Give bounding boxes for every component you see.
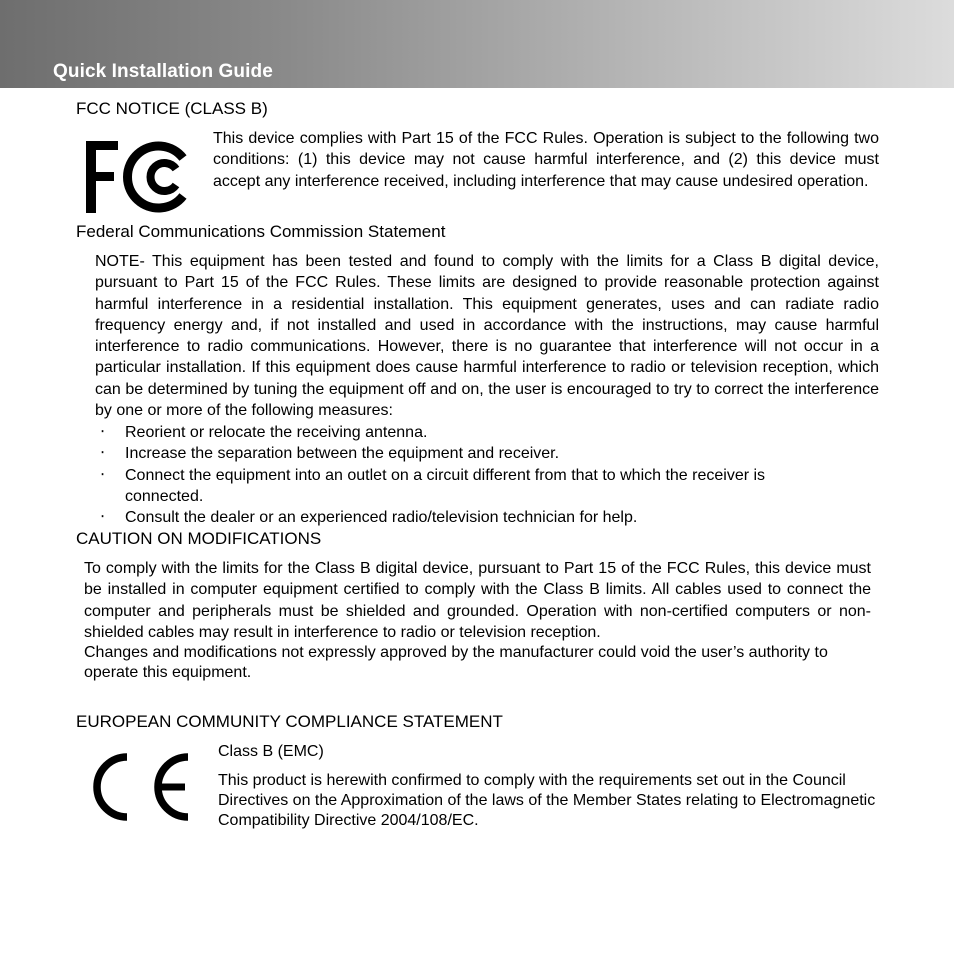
bullet-icon: ‧ [100, 466, 106, 484]
list-item [95, 443, 879, 464]
fcc-notice-text: This device complies with Part 15 of the FCC Rules. Operation is subject to the following two conditions: (1) this device may not cause harmful interference, and (2) this device must accept any interference received, including interference that may cause undesired operation. [213, 130, 879, 190]
fcc-notice-heading: FCC NOTICE (CLASS B) [76, 99, 268, 118]
eu-compliance-text: This product is herewith confirmed to comply with the requirements set out in the Council Directives on the Approximation of the laws of the Member States relating to Electromagnetic Compatibility Directive 2004/108/EC. [218, 772, 876, 829]
caution-heading: CAUTION ON MODIFICATIONS [76, 529, 322, 548]
caution-paragraph-1: To comply with the limits for the Class B digital device, pursuant to Part 15 of the FCC Rules, this device must be installed in computer equipment certified to comply with the Class B limits. All cables used to connect the computer and peripherals must be shielded and grounded. Operation with non-certified computers or non-shielded cables may result in interference to radio or television reception. [84, 560, 871, 641]
measure-text: Connect the equipment into an outlet on a circuit different from that to which the receiver is connected. [125, 466, 766, 505]
list-item [95, 507, 879, 528]
fcc-note-text: NOTE- This equipment has been tested and found to comply with the limits for a Class B digital device, pursuant to Part 15 of the FCC Rules. These limits are designed to provide reasonable protection against harmful interference in a residential installation. This equipment generates, uses and can radiate radio frequency energy and, if not installed and used in accordance with the instructions, may cause harmful interference to radio communications. However, there is no guarantee that interference will not occur in a particular installation. If this equipment does cause harmful interference to radio or television reception, which can be determined by tuning the equipment off and on, the user is encouraged to try to correct the interference by one or more of the following measures: [95, 253, 879, 420]
caution-paragraph-2: Changes and modifications not expressly approved by the manufacturer could void the user’s authority to operate this equipment. [84, 644, 828, 682]
measure-text: Reorient or relocate the receiving antenna. [125, 424, 428, 441]
ce-mark-icon [87, 748, 195, 826]
eu-compliance-heading: EUROPEAN COMMUNITY COMPLIANCE STATEMENT [76, 712, 503, 731]
bullet-icon: ‧ [100, 445, 106, 463]
measure-text: Increase the separation between the equipment and receiver. [125, 445, 560, 463]
caution-text [84, 558, 871, 683]
page-title: Quick Installation Guide [53, 61, 273, 82]
federal-statement-heading: Federal Communications Commission Statement [76, 222, 446, 241]
emc-class-label: Class B (EMC) [218, 743, 324, 760]
bullet-icon: ‧ [100, 509, 106, 527]
list-item [95, 465, 879, 508]
bullet-icon: ‧ [100, 424, 106, 441]
measure-text: Consult the dealer or an experienced radio/television technician for help. [125, 509, 638, 527]
measures-list [95, 422, 879, 528]
list-item [95, 422, 879, 443]
fcc-logo-icon [84, 139, 188, 215]
